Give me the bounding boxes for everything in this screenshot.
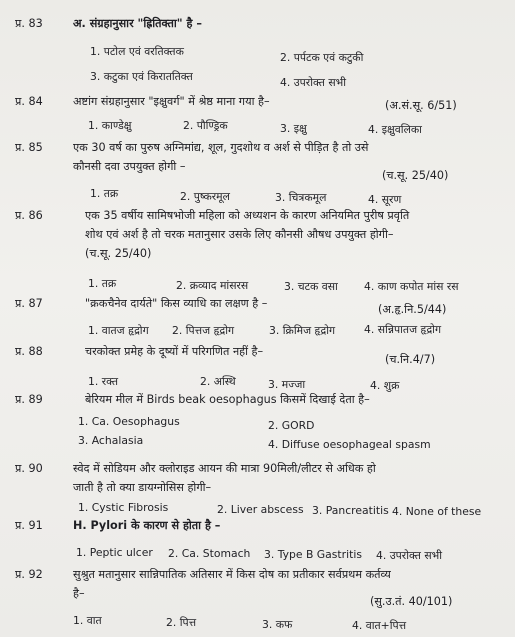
option-3[interactable]: 3. मज्जा <box>268 378 306 391</box>
question-number: प्र. 89 <box>15 393 43 406</box>
option-1[interactable]: 1. Cystic Fibrosis <box>78 501 169 514</box>
reference: (सु.उ.तं. 40/101) <box>370 595 453 608</box>
option-1[interactable]: 1. रक्त <box>88 375 119 388</box>
option-3[interactable]: 3. Achalasia <box>78 434 144 447</box>
question-number: प्र. 92 <box>15 568 43 581</box>
option-2[interactable]: 2. पौण्ड्रिक <box>183 119 228 132</box>
question-number: प्र. 87 <box>15 297 43 310</box>
question-text-line-1: सुश्रुत मतानुसार सान्निपातिक अतिसार में किस दोष का प्रतीकार सर्वप्रथम कर्तव्य <box>73 568 391 581</box>
option-4[interactable]: 4. उपरोक्त सभी <box>376 549 443 562</box>
option-2[interactable]: 2. पर्पटक एवं कटुकी <box>280 51 364 64</box>
option-3[interactable]: 3. Pancreatitis <box>312 504 389 517</box>
option-4[interactable]: 4. None of these <box>392 505 482 518</box>
question-text-line-1: एक 35 वर्षीय सामिषभोजी महिला को अध्यशन के कारण अनियमित पुरीष प्रवृति <box>85 209 410 222</box>
option-3[interactable]: 3. कफ <box>262 618 293 631</box>
option-4[interactable]: 4. शुक्र <box>370 379 400 392</box>
option-1[interactable]: 1. वात <box>73 614 102 627</box>
option-2[interactable]: 2. GORD <box>268 419 315 432</box>
option-3[interactable]: 3. क्रिमिज हृद्रोग <box>269 324 336 337</box>
option-1[interactable]: 1. Peptic ulcer <box>76 546 153 559</box>
option-3[interactable]: 3. चित्रकमूल <box>275 191 327 204</box>
option-2[interactable]: 2. Liver abscess <box>217 503 304 516</box>
question-number: प्र. 91 <box>15 519 43 532</box>
option-4[interactable]: 4. Diffuse oesophageal spasm <box>268 438 431 451</box>
option-1[interactable]: 1. तक्र <box>88 277 117 290</box>
option-1[interactable]: 1. पटोल एवं वरतिक्तक <box>90 45 184 58</box>
reference: (च.सू. 25/40) <box>382 169 449 182</box>
question-number: प्र. 88 <box>15 345 43 358</box>
question-text-line-2: है– <box>73 587 85 600</box>
option-4[interactable]: 4. इक्षुवलिका <box>368 123 422 136</box>
option-4[interactable]: 4. सूरण <box>368 193 402 206</box>
option-2[interactable]: 2. क्रव्याद मांसरस <box>176 279 249 292</box>
question-text: चरकोक्त प्रमेह के दूष्यों में परिगणित नहीं है– <box>85 345 264 358</box>
option-3[interactable]: 3. Type B Gastritis <box>264 548 362 561</box>
question-text-line-1: स्वेद में सोडियम और क्लोराइड आयन की मात्रा 90मिली/लीटर से अधिक हो <box>73 462 376 475</box>
question-text: बेरियम मील में Birds beak oesophagus किसमें दिखाई देता है– <box>85 393 370 406</box>
question-number: प्र. 84 <box>15 95 43 108</box>
question-text-line-2: कौनसी दवा उपयुक्त होगी – <box>73 160 186 173</box>
question-number: प्र. 90 <box>15 462 43 475</box>
reference: (अ.सं.सू. 6/51) <box>385 99 457 112</box>
option-2[interactable]: 2. अस्थि <box>200 375 236 388</box>
question-text: अष्टांग संग्रहानुसार "इक्षुवर्ग" में श्रेष्ठ माना गया है– <box>73 95 270 108</box>
question-number: प्र. 86 <box>15 209 43 222</box>
option-4[interactable]: 4. काण कपोत मांस रस <box>364 280 459 293</box>
question-text-line-3: (च.सू. 25/40) <box>85 247 152 260</box>
option-2[interactable]: 2. Ca. Stomach <box>168 547 251 560</box>
option-4[interactable]: 4. सन्निपातज हृद्रोग <box>364 323 442 336</box>
option-3[interactable]: 3. कटुका एवं किराततिक्त <box>90 70 193 83</box>
option-1[interactable]: 1. तक्र <box>90 187 119 200</box>
reference: (अ.हृ.नि.5/44) <box>378 303 447 316</box>
option-2[interactable]: 2. पित्तज हृद्रोग <box>172 324 235 337</box>
option-3[interactable]: 3. चटक वसा <box>284 280 338 293</box>
question-text-line-2: जाती है तो क्या डायग्नोसिस होगी– <box>73 481 212 494</box>
option-2[interactable]: 2. पित्त <box>166 616 197 629</box>
question-number: प्र. 85 <box>15 141 43 154</box>
question-text: "क्रकचैनेव दार्यते" किस व्याधि का लक्षण है – <box>85 297 268 310</box>
option-4[interactable]: 4. उपरोक्त सभी <box>280 76 347 89</box>
option-1[interactable]: 1. काण्डेक्षु <box>88 119 132 132</box>
reference: (च.नि.4/7) <box>385 353 436 366</box>
option-3[interactable]: 3. इक्षु <box>280 122 307 135</box>
option-4[interactable]: 4. वात+पित्त <box>352 619 407 632</box>
question-text: अ. संग्रहानुसार "ह्रितिक्ता" है – <box>73 17 202 30</box>
question-number: प्र. 83 <box>15 17 43 30</box>
option-2[interactable]: 2. पुष्करमूल <box>180 190 230 203</box>
option-1[interactable]: 1. वातज हृद्रोग <box>88 324 149 337</box>
option-1[interactable]: 1. Ca. Oesophagus <box>78 415 180 428</box>
question-text-line-2: शोथ एवं अर्श है तो चरक मतानुसार उसके लिए कौनसी औषध उपयुक्त होगी– <box>85 228 394 241</box>
question-text-line-1: एक 30 वर्ष का पुरुष अग्निमांद्य, शूल, गुदशोथ व अर्श से पीड़ित है तो उसे <box>73 141 369 154</box>
question-text: H. Pylori के कारण से होता है – <box>73 519 221 532</box>
